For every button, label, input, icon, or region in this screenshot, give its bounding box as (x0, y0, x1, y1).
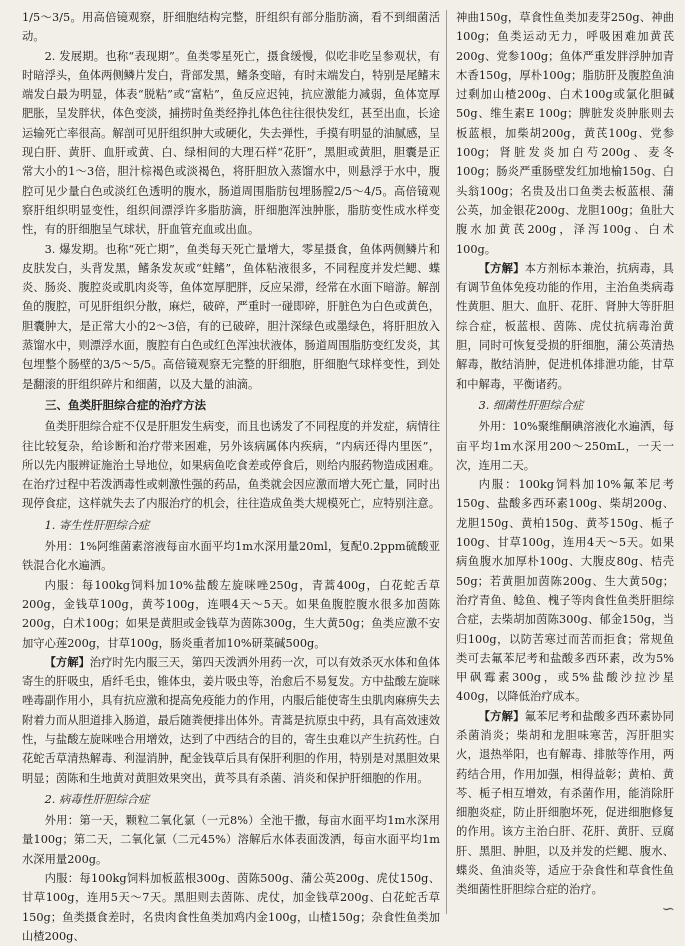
paragraph-internal-use: 内服：每100kg饲料加板蓝根300g、茵陈500g、蒲公英200g、虎仗150g、甘草100g，连用5天～7天。黑胆则去茵陈、虎仗，加金钱草200g、白花蛇舌草150g；鱼类摄食差时，名贵肉食性鱼类加鸡内金100g，山楂150g；杂食性鱼类加山楂200g、 (22, 872, 440, 943)
subsection-heading-bacterial: 3. 细菌性肝胆综合症 (478, 398, 584, 412)
column-divider (446, 10, 447, 914)
paragraph: 神曲150g，草食性鱼类加麦芽250g、神曲100g；鱼类运动无力，呼吸困难加黄芪200g、党参100g；鱼体严重发胖浮肿加青木香150g，厚朴100g；脂肪肝及腹腔鱼油过剩加山楂200g、白术100g或氯化胆碱50g、维生素E 100g；脾脏发炎肿胀则去板蓝根，加柴胡200g，黄芪100g、党参100g；肾脏发炎加白芍200g、麦冬100g；肠炎严重肠壁发红加地榆150g、白头翁100g；名贵及出口鱼类去板蓝根、蒲公英，加金银花200g、龙胆100g；鱼肚大腹水加黄芪200g，泽泻100g、白术100g。 (456, 11, 674, 256)
formula-label: 【方解】 (44, 655, 90, 669)
paragraph-external-use: 外用：1%阿维菌素溶液每亩水面平均1m水深用量20ml，复配0.2ppm硫酸亚铁混合化水遍洒。 (22, 540, 440, 573)
formula-label: 【方解】 (478, 709, 525, 723)
paragraph: 1/5～3/5。用高倍镜观察，肝细胞结构完整，肝组织有部分脂肪滴，看不到细菌活动。 (22, 11, 440, 44)
subsection-heading-viral: 2. 病毒性肝胆综合症 (44, 792, 150, 806)
right-column (456, 8, 674, 920)
publisher-mark-icon: ∽ (661, 899, 675, 918)
paragraph-outbreak-stage: 3. 爆发期。也称“死亡期”，鱼类每天死亡量增大，零星摄食，鱼体两侧鳞片和皮肤发白，头背发黑，鳍条发灰或“蛀鳍”，鱼体粘液很多，不同程度并发烂鳃、蝶炎、肠炎、腹腔炎或肌肉炎等，鱼体宽厚肥胖，反应呆滞，经常在水面下暗游。解剖鱼的腹腔，可见肝组织分散，麻烂，破碎，严重时一碰即碎，肝脏色为白色或黄色，胆囊肿大，是正常大小的2～3倍，有的已破碎，胆汁深绿色或墨绿色，将肝胆放入蒸馏水中，则漂浮水面，腹腔有白色或红色浑浊状液体，肠道周围脂肪变红发炎，其包埋整个肠壁的3/5～5/5。高倍镜观察无完整的肝细胞，肝细胞气球样变性，到处是翻滚的肝组织碎片和细菌，以及大量的油滴。 (22, 242, 440, 391)
formula-text: 本方剂标本兼治，抗病毒，具有调节鱼体免疫功能的作用，主治鱼类病毒性黄胆、胆大、血肝、花肝、肾肿大等肝胆综合症，板蓝根、茵陈、虎仗抗病毒治黄胆，同时可恢复受损的肝细胞，蒲公英清热解毒，散结消肿，促进机体排泄功能，甘草和中解毒，平衡诸药。 (456, 261, 674, 391)
section-heading: 三、鱼类肝胆综合症的治疗方法 (45, 397, 206, 412)
paragraph-internal-use: 内服：100kg饲料加10%氟苯尼考150g、盐酸多西环素100g、柴胡200g、龙胆150g、黄柏150g、黄芩150g、栀子100g、甘草100g，连用4天～5天。如果病鱼腹水加厚朴100g、大腹皮80g、桔壳50g；若黄胆加茵陈200g、生大黄50g；治疗青鱼、鲶鱼、槐子等肉食性鱼类肝胆综合症，去柴胡加茵陈300g、郁金150g，当归100g，以防苦寒过而苦而拒食；常规鱼类可去氟苯尼考和盐酸多西环素，改为5%甲砜霉素300g，或5%盐酸沙拉沙星400g，以降低治疗成本。 (456, 478, 674, 704)
formula-text: 治疗时先内服三天，第四天泼洒外用药一次，可以有效杀灭水体和鱼体寄生的肝吸虫，盾纤毛虫，锥体虫，姜片吸虫等，治愈后不易复发。方中盐酸左旋咪唑毒副作用小，具有抗应激和提高免疫能力的作用，内服后能使寄生虫肌肉麻痹失去附着力而从胆道排入肠道，最后随粪便排出体外。青蒿是抗原虫中药，具有高效速效性，与盐酸左旋咪唑合用增效，达到了中西结合的目的，寄生虫难以产生抗药性。白花蛇舌草清热解毒、利湿消肿，配金钱草后具有保肝利胆的作用，特别是对黑胆效果明显；茵陈和生地黄对黄胆效果突出，黄芩具有杀菌、消炎和保护肝细胞的作用。 (22, 655, 441, 785)
paragraph-formula-explanation (456, 707, 674, 900)
paragraph-formula-explanation (22, 653, 440, 788)
paragraph: 鱼类肝胆综合症不仅是肝胆发生病变，而且也诱发了不同程度的并发症，病情往往比较复杂，给诊断和治疗带来困难，另外该病属体内疾病，“内病还得内里医”，所以先内服辨证施治土导地位，如果病鱼吃食差或停食后，则给内服药物造成困难。在治疗过程中若泼洒毒性或刺激性强的药品，鱼类就会因应激而增大死亡量，同时出现停食症，这样就失去了内服治疗的机会，往往造成鱼类大规模死亡，应特别注意。 (22, 420, 440, 511)
paragraph-internal-use: 内服：每100kg饲料加10%盐酸左旋咪唑250g，青蒿400g，白花蛇舌草200g，金钱草100g，黄芩100g，连喂4天～5天。如果鱼腹腔腹水很多加茵陈200g，白术100g；如果是黄胆或金钱草为茵陈300g，生大黄50g；鱼类应激不安加守心莲200g，甘草100g，肠炎重者加10%研菜碱500g。 (22, 578, 440, 650)
paragraph-external-use: 外用：10%聚维酮碘溶液化水遍洒，每亩平均1m水深用200～250mL，一天一次，连用二天。 (456, 420, 674, 472)
formula-label: 【方解】 (478, 261, 525, 275)
left-column (22, 8, 441, 943)
formula-text: 氟苯尼考和盐酸多西环素协同杀菌消炎；柴胡和龙胆味寒苦，泻肝胆实火，退热举阳，也有解毒、排脓等作用，两药结合用，作用加强，相得益彰；黄柏、黄芩、栀子相互增效，有杀菌作用，能消除肝细胞炎症，防止肝细胞坏死，促进细胞修复的作用。该方主治白肝、花肝、黄肝、豆腐肝、黑胆、肿胆，以及并发的烂鳃、腹水、蝶炎、鱼油炎等，适应于杂食性和草食性鱼类细菌性肝胆综合症的治疗。 (456, 709, 674, 897)
paragraph-development-stage: 2. 发展期。也称“表现期”。鱼类零星死亡，摄食缓慢，似吃非吃呈参观状，有时暗浮头，鱼体两侧鳞片发白，背部发黑，鳍条变暗，有时末端发白，特别是尾鳍末端发白最为明显，体表“脱粘”或“富粘”，鱼反应迟钝，抗应激能力减弱，鱼体宽厚肥胀，呈发胖状，体色变淡，捕捞时鱼类经挣扎体色往往很快发红，甚至出血，长途运输死亡率很高。解剖可见肝组织肿大或硬化，失去弹性，手摸有明显的油腻感，呈现白肝、黄肝、血肝或黄、白、绿相间的大理石样“花肝”，黑胆或黄胆，胆囊是正常大小的1～3倍，胆汁棕褐色或淡褐色，将肝胆放入蒸馏水中，则悬浮于水中，腹腔可见少量白色或淡红色透明的腹水，肠道周围脂肪包埋肠膛2/5～4/5。高倍镜观察肝组织明显变性，组织间漂浮许多脂肪滴，肝细胞浑浊肿胀，脂肪变性成水样变性，有的肝细胞呈气球状，肝血管充血或出血。 (22, 49, 440, 237)
paragraph-formula-explanation (456, 259, 674, 394)
paragraph-external-use: 外用：第一天，颗粒二氧化氯（一元8%）全池干撒，每亩水面平均1m水深用量100g；第二天，二氧化氯（二元45%）溶解后水体表面泼洒，每亩水面平均1m水深用量200g。 (22, 814, 440, 866)
subsection-heading-parasitic: 1. 寄生性肝胆综合症 (44, 518, 150, 532)
